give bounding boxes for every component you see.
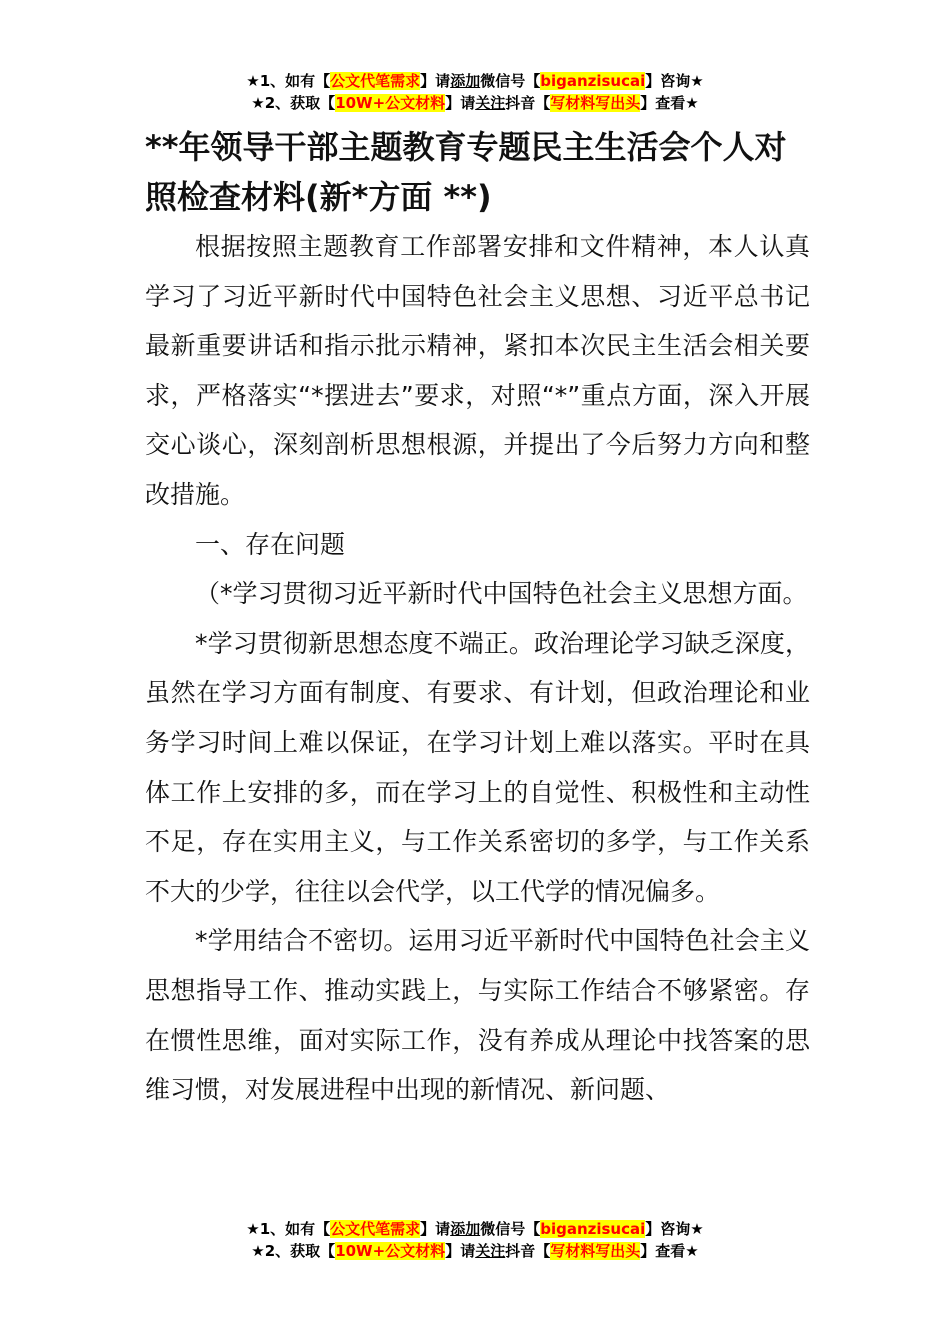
promo-highlight: 10W+公文材料	[335, 94, 446, 112]
promo-text: 】请	[420, 72, 451, 90]
subsection-heading: （*学习贯彻习近平新时代中国特色社会主义思想方面。	[195, 579, 808, 609]
promo-text: 抖音【	[505, 94, 551, 112]
paragraph-intro: 根据按照主题教育工作部署安排和文件精神，本人认真学习了习近平新时代中国特色社会主义思想、习近平总书记最新重要讲话和指示批示精神，紧扣本次民主生活会相关要求，严格落实“*摆进去”要求，对照“*”重点方面，深入开展交心谈心，深刻剖析思想根源，并提出了今后努力方向和整改措施。	[145, 232, 810, 509]
promo-text: 】查看★	[640, 1242, 699, 1260]
promo-line-2	[0, 92, 950, 114]
promo-highlight: 公文代笔需求	[330, 72, 421, 90]
paragraph: *学习贯彻新思想态度不端正。政治理论学习缺乏深度，虽然在学习方面有制度、有要求、有计划，但政治理论和业务学习时间上难以保证，在学习计划上难以落实。平时在具体工作上安排的多，而在学习上的自觉性、积极性和主动性不足，存在实用主义，与工作关系密切的多学，与工作关系不大的少学，往往以会代学，以工代学的情况偏多。	[145, 628, 810, 906]
promo-highlight: 10W+公文材料	[335, 1242, 446, 1260]
promo-line-1	[0, 1218, 950, 1240]
promo-text: 】请	[445, 1242, 476, 1260]
promo-line-2	[0, 1240, 950, 1262]
promo-highlight: biganzisucai	[540, 1220, 646, 1238]
promo-text: ★1、如有【	[246, 72, 331, 90]
promo-text: ★1、如有【	[246, 1220, 331, 1238]
promo-text: 微信号【	[480, 72, 541, 90]
promo-text: 】请	[420, 1220, 451, 1238]
promo-underlined-text: 添加	[450, 1220, 481, 1238]
promo-underlined-text: 关注	[475, 94, 506, 112]
promo-text: 微信号【	[480, 1220, 541, 1238]
document-title: **年领导干部主题教育专题民主生活会个人对照检查材料(新*方面 **)	[145, 128, 787, 216]
promo-highlight: 写材料写出头	[550, 94, 641, 112]
paragraph: *学用结合不密切。运用习近平新时代中国特色社会主义思想指导工作、推动实践上，与实际工作结合不够紧密。存在惯性思维，面对实际工作，没有养成从理论中找答案的思维习惯，对发展进程中出现的新情况、新问题、	[145, 926, 810, 1105]
promo-text: 】咨询★	[645, 72, 704, 90]
promo-highlight: 写材料写出头	[550, 1242, 641, 1260]
promo-banner-top	[0, 70, 950, 114]
promo-highlight: 公文代笔需求	[330, 1220, 421, 1238]
promo-highlight: biganzisucai	[540, 72, 646, 90]
promo-text: 】查看★	[640, 94, 699, 112]
promo-text: ★2、获取【	[251, 1242, 336, 1260]
promo-banner-bottom	[0, 1218, 950, 1262]
promo-text: 】请	[445, 94, 476, 112]
promo-text: 】咨询★	[645, 1220, 704, 1238]
section-heading: 一、存在问题	[195, 529, 346, 559]
document-body	[145, 222, 810, 1115]
promo-text: 抖音【	[505, 1242, 551, 1260]
promo-underlined-text: 添加	[450, 72, 481, 90]
promo-line-1	[0, 70, 950, 92]
promo-text: ★2、获取【	[251, 94, 336, 112]
promo-underlined-text: 关注	[475, 1242, 506, 1260]
